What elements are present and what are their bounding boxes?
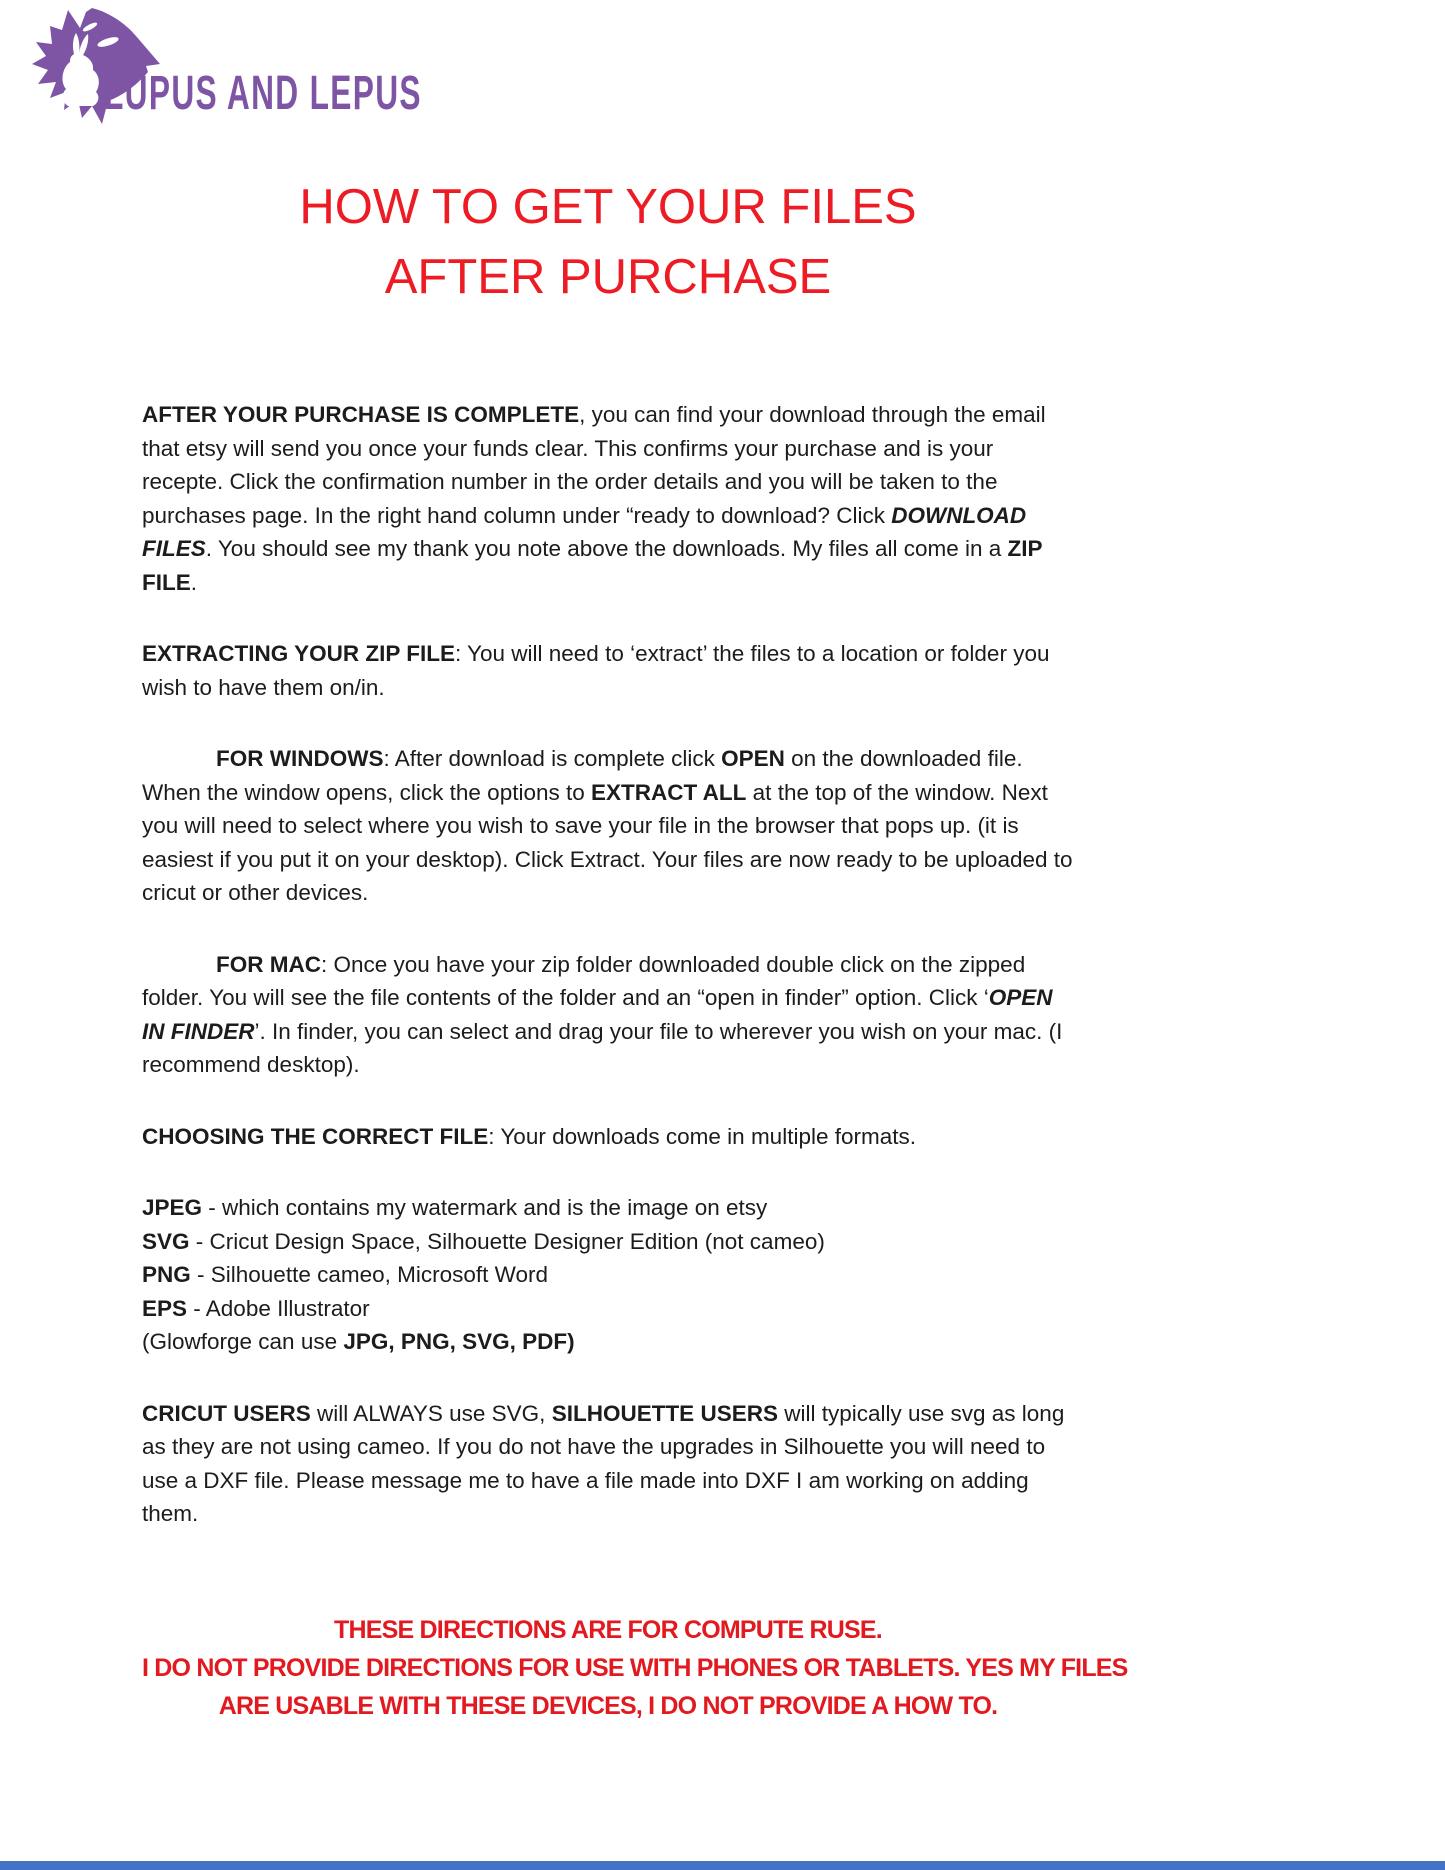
paragraph [142,1120,1074,1154]
paragraph [142,1191,1074,1225]
document-body [142,398,1074,1531]
text-segment: - Adobe Illustrator [187,1295,370,1321]
text-segment: SILHOUETTE USERS [551,1400,778,1426]
paragraph [142,637,1074,704]
text-segment: OPEN IN FINDER [142,985,1053,1044]
page-title-line-2: AFTER PURCHASE [384,250,832,304]
text-segment: , you can find your download through the email that etsy will send you once your funds clear. This confirms your purchase and is your recepte. Click the confirmation number in the order details and you will be taken to the purchases page. In the right hand column under “ready to download? Click [142,402,1046,528]
text-segment: will ALWAYS use SVG, [310,1400,552,1426]
text-segment: FOR MAC [216,951,321,977]
text-segment: CRICUT USERS [142,1400,311,1426]
content-column [142,0,1128,1725]
footer-bar [0,1861,1445,1870]
paragraph [142,1292,1074,1326]
text-segment: will typically use svg as long as they are not using cameo. If you do not have the upgrades in Silhouette you will need to use a DXF file. Please message me to have a file made into DXF I am working on adding them. [142,1400,1065,1526]
text-segment: - Silhouette cameo, Microsoft Word [190,1262,548,1287]
brand-name: LUPUS AND LEPUS [104,67,422,120]
text-segment: EXTRACTING YOUR ZIP FILE [142,641,455,666]
text-segment: SVG [142,1228,190,1254]
text-segment: : After download is complete click [383,746,722,771]
paragraph [142,1225,1074,1259]
text-segment: JPEG [142,1195,203,1220]
paragraph [142,1325,1074,1359]
warning-line-2: I DO NOT PROVIDE DIRECTIONS FOR USE WITH PHONES OR TABLETS. YES MY FILES [142,1653,1128,1682]
text-segment: CHOOSING THE CORRECT FILE [142,1123,489,1149]
text-segment: : You will need to ‘extract’ the files to a location or folder you wish to have them on/in. [142,641,1050,700]
warning-text [142,1611,1128,1725]
paragraph [142,948,1074,1082]
text-segment: . You should see my thank you note above the downloads. My files all come in a [205,536,1008,561]
paragraph [142,398,1074,599]
text-segment: : Your downloads come in multiple formats. [488,1123,916,1149]
warning-line-3: ARE USABLE WITH THESE DEVICES, I DO NOT PROVIDE A HOW TO. [218,1691,998,1720]
text-segment: ’. In finder, you can select and drag your file to wherever you wish on your mac. (I recommend desktop). [142,1018,1063,1077]
text-segment: - which contains my watermark and is the image on etsy [202,1195,768,1220]
text-segment: at the top of the window. Next you will need to select where you wish to save your file in the browser that pops up. (it is easiest if you put it on your desktop). Click Extract. Your files are now ready to be uploaded to cricut or other devices. [142,779,1073,905]
text-segment: on the downloaded file. When the window opens, click the options to [142,746,1023,805]
text-segment: - Cricut Design Space, Silhouette Designer Edition (not cameo) [189,1228,825,1254]
text-segment: EXTRACT ALL [591,779,747,805]
text-segment: : Once you have your zip folder downloaded double click on the zipped folder. You will see the file contents of the folder and an “open in finder” option. Click ‘ [142,951,1026,1010]
text-segment: OPEN [721,746,785,771]
text-segment: ZIP FILE [142,536,1043,595]
warning-line-1: THESE DIRECTIONS ARE FOR COMPUTE RUSE. [334,1615,882,1644]
page-title-line-1: HOW TO GET YOUR FILES [299,180,917,234]
text-segment: PNG [142,1262,191,1287]
text-segment: EPS [142,1295,188,1321]
text-segment: FOR WINDOWS [216,746,384,771]
paragraph [142,1258,1074,1292]
text-segment: AFTER YOUR PURCHASE IS COMPLETE [142,402,580,427]
text-segment: (Glowforge can use [142,1329,344,1354]
text-segment: JPG, PNG, SVG, PDF) [343,1329,575,1354]
text-segment: DOWNLOAD FILES [142,502,1027,561]
page-title [142,0,1074,312]
text-segment: . [190,569,198,595]
paragraph [142,742,1074,910]
paragraph [142,1397,1074,1531]
